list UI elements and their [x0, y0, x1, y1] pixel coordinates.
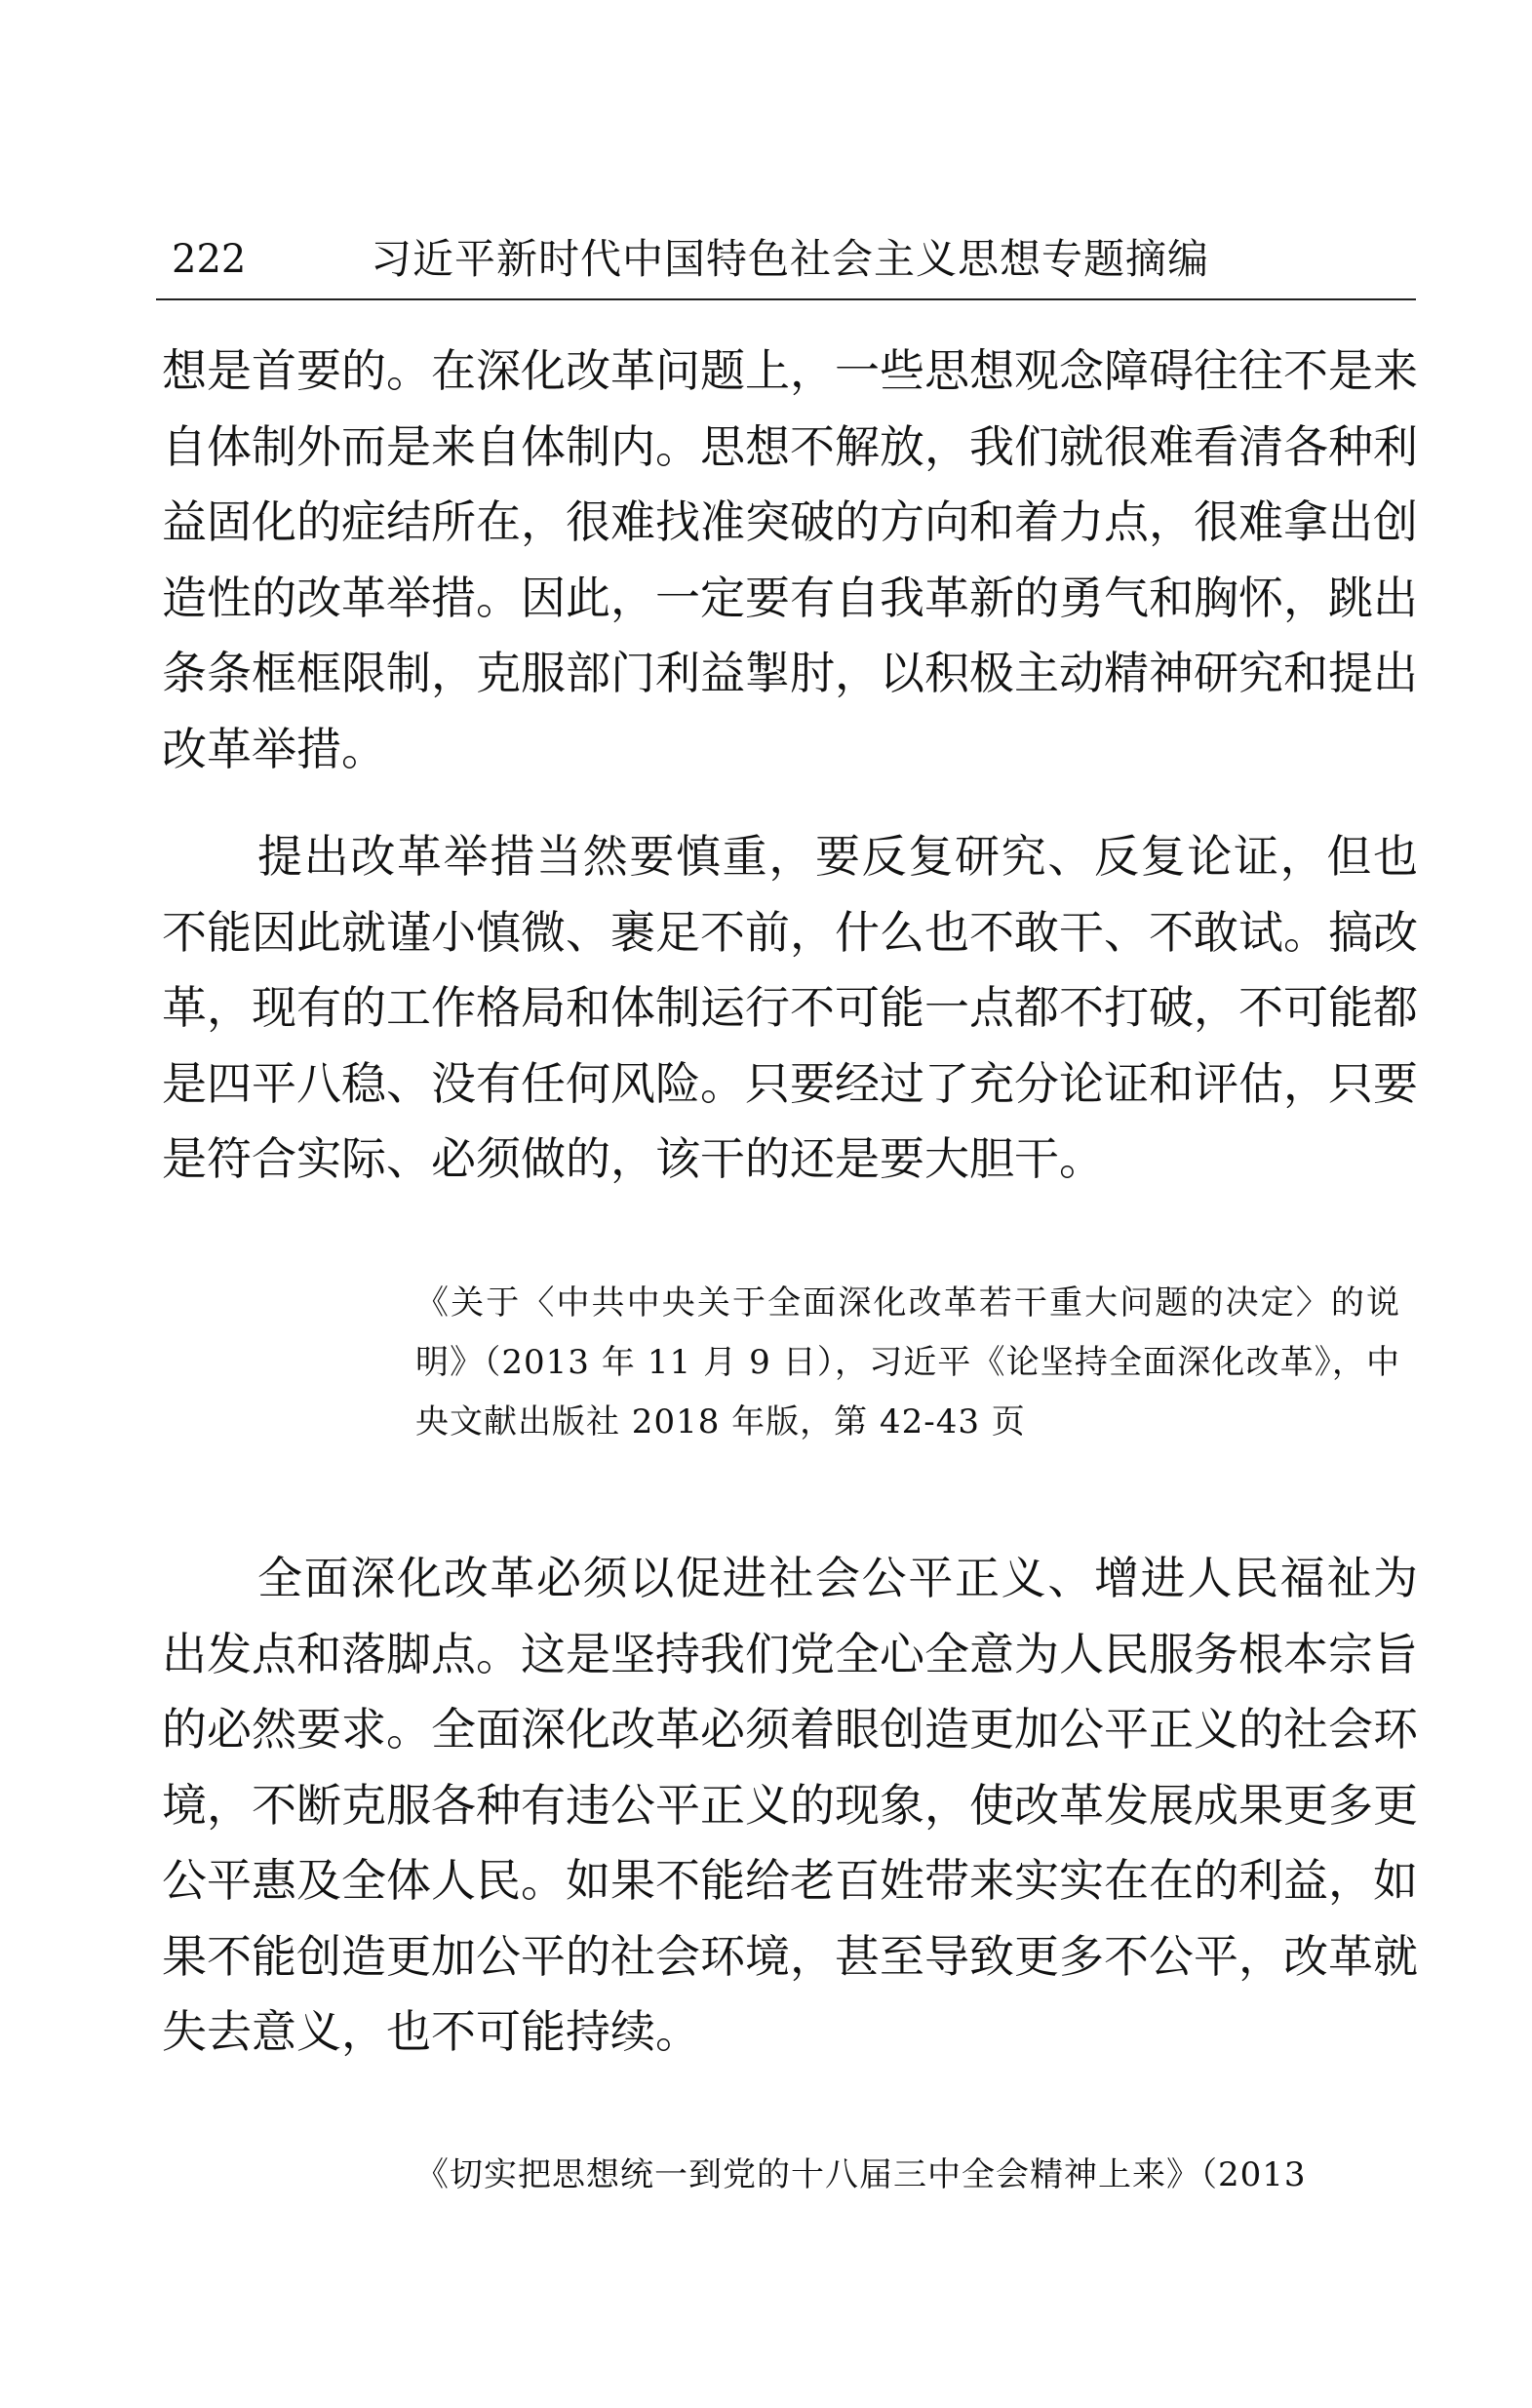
page-header	[172, 230, 1416, 289]
text-block	[162, 1541, 1418, 2071]
citation	[415, 2146, 1400, 2205]
page-number: 222	[172, 237, 247, 282]
paragraph: 全面深化改革必须以促进社会公平正义、增进人民福祉为出发点和落脚点。这是坚持我们党全心全意为人民服务根本宗旨的必然要求。全面深化改革必须着眼创造更加公平正义的社会环境，不断克服各种有违公平正义的现象，使改革发展成果更多更公平惠及全体人民。如果不能给老百姓带来实实在在的利益，如果不能创造更加公平的社会环境，甚至导致更多不公平，改革就失去意义，也不可能持续。	[162, 1552, 1418, 2058]
text-block	[162, 334, 1418, 787]
running-title: 习近平新时代中国特色社会主义思想专题摘编	[371, 235, 1210, 283]
citation	[415, 1274, 1400, 1452]
text-block	[162, 819, 1418, 1198]
header-divider	[156, 298, 1416, 300]
paragraph: 想是首要的。在深化改革问题上，一些思想观念障碍往往不是来自体制外而是来自体制内。思想不解放，我们就很难看清各种利益固化的症结所在，很难找准突破的方向和着力点，很难拿出创造性的改革举措。因此，一定要有自我革新的勇气和胸怀，跳出条条框框限制，克服部门利益掣肘，以积极主动精神研究和提出改革举措。	[162, 344, 1418, 775]
citation-text: 《关于〈中共中央关于全面深化改革若干重大问题的决定〉的说明》（2013 年 11 月 9 日），习近平《论坚持全面深化改革》，中央文献出版社 2018 年版，第 42-43 页	[415, 1283, 1400, 1441]
citation-text: 《切实把思想统一到党的十八届三中全会精神上来》（2013	[415, 2155, 1307, 2194]
paragraph: 提出改革举措当然要慎重，要反复研究、反复论证，但也不能因此就谨小慎微、裹足不前，什么也不敢干、不敢试。搞改革，现有的工作格局和体制运行不可能一点都不打破，不可能都是四平八稳、没有任何风险。只要经过了充分论证和评估，只要是符合实际、必须做的，该干的还是要大胆干。	[162, 830, 1418, 1185]
